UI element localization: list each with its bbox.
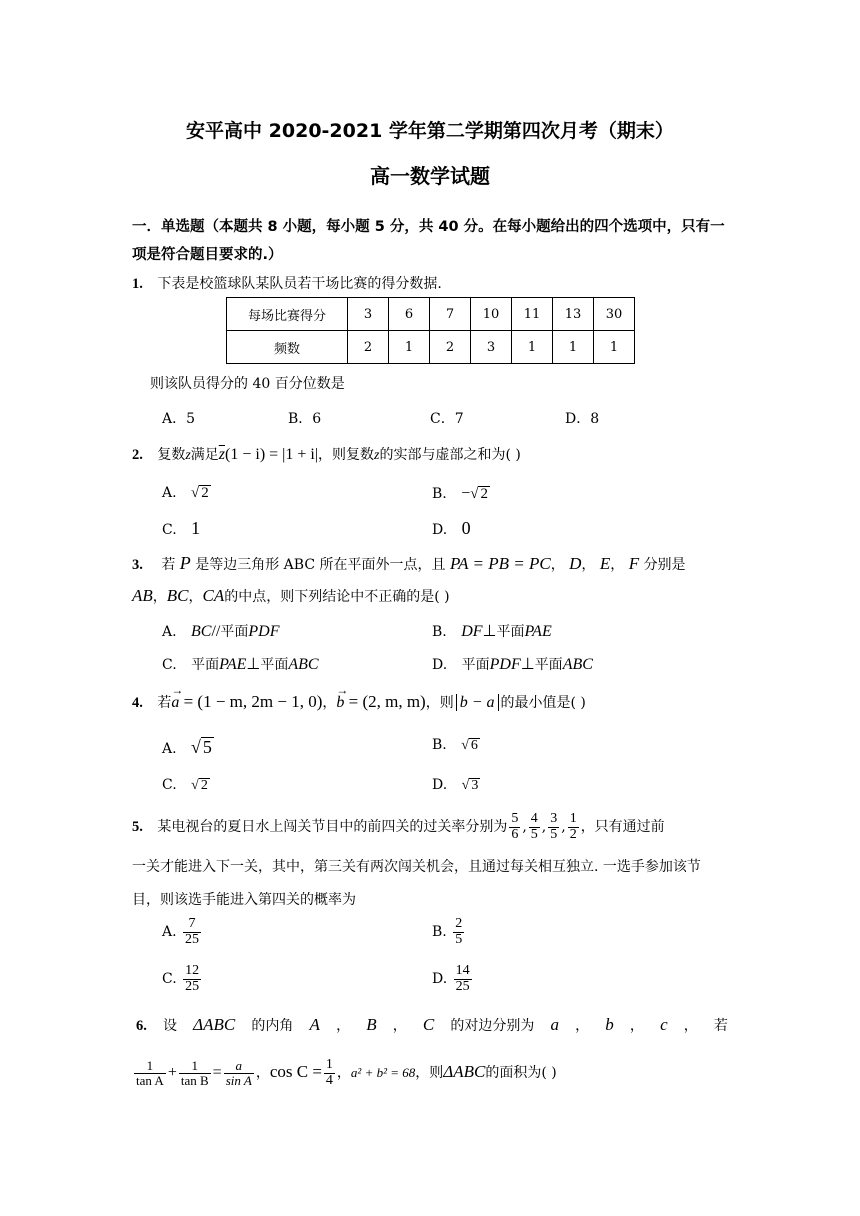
fraction (183, 917, 201, 947)
question-text: 下表是校篮球队某队员若干场比赛的得分数据. (157, 276, 442, 292)
option-label: B. (432, 486, 447, 502)
punct: ， (550, 557, 565, 573)
question-number: 6. (136, 1018, 147, 1034)
option-b (432, 917, 466, 947)
denominator: 5 (455, 931, 463, 947)
math-expression: PA = PB = PC (449, 554, 551, 573)
question-text: 某电视台的夏日水上闯关节目中的前四关的过关率分别为 (157, 819, 508, 836)
math-var: F (628, 554, 640, 573)
math-var: P (179, 553, 191, 573)
option-label: A. (162, 485, 177, 501)
math-symbol: // (211, 623, 221, 640)
table-cell: 6 (389, 298, 430, 331)
denominator: 5 (530, 826, 538, 842)
denominator: 2 (569, 826, 577, 842)
question-5-stem-line2: 一关才能进入下一关，其中，第三关有两次闯关机会，且通过每关相互独立. 一选手参加该节 (132, 859, 701, 875)
table-row (227, 331, 635, 364)
punct: ， (610, 557, 625, 573)
sqrt-expression: √ 5 (191, 737, 212, 757)
math-var: PDF (489, 656, 521, 673)
fraction (224, 1059, 254, 1087)
table-cell: 7 (430, 298, 471, 331)
question-4-stem (132, 683, 586, 712)
fraction (324, 1058, 335, 1088)
table-cell: 3 (471, 331, 512, 364)
math-var: $\overline{z}$ (218, 446, 226, 463)
fraction (134, 1059, 166, 1087)
denominator: 25 (185, 978, 200, 994)
option-a: A．5 (162, 411, 196, 427)
math-var: A (309, 1015, 320, 1034)
question-1-stem (132, 273, 442, 293)
table-cell: 10 (471, 298, 512, 331)
fraction (568, 812, 579, 842)
score-table (226, 297, 635, 364)
option-label: A. (162, 924, 177, 941)
math-symbol: ⊥ (246, 656, 261, 673)
table-cell: 1 (389, 331, 430, 364)
question-3-stem-line2 (132, 586, 450, 606)
numerator: 14 (455, 963, 470, 978)
option-a (162, 737, 214, 758)
question-text: 平面 (191, 657, 220, 673)
denominator: 6 (511, 826, 519, 842)
vector-arrow-icon: → (171, 683, 184, 697)
question-3-stem-line1 (132, 553, 686, 574)
norm-expression: b − a (456, 694, 499, 711)
option-label: D. (432, 777, 448, 793)
numerator: 2 (455, 916, 463, 931)
math-var: a (171, 694, 180, 711)
punct: ， (188, 589, 203, 605)
option-value: 0 (461, 518, 471, 538)
question-text: 的实部与虚部之和为( ) (379, 447, 521, 463)
question-number: 3. (132, 557, 143, 573)
math-var: B (366, 1015, 377, 1034)
sqrt-expression: √ 2 (191, 778, 208, 793)
math-var: ΔABC (443, 1062, 486, 1082)
question-text: 若 (713, 1018, 728, 1034)
math-var: BC (166, 586, 189, 605)
question-text: 的内角 (251, 1018, 294, 1034)
denominator: 25 (455, 978, 470, 994)
option-b (432, 737, 480, 754)
option-a (162, 485, 211, 502)
denominator: tan B (180, 1072, 209, 1088)
question-text: 平面 (534, 657, 563, 673)
math-var: AB (132, 586, 153, 605)
question-text: 设 (163, 1018, 178, 1034)
denominator: 4 (325, 1072, 333, 1088)
radicand: 2 (480, 486, 488, 502)
sqrt-expression: √ 6 (461, 738, 478, 753)
math-expression: (1 − i) = |1 + i| (225, 446, 319, 463)
vector-arrow-icon: → (336, 683, 349, 697)
math-var: C (422, 1015, 435, 1034)
option-label: C. (162, 971, 177, 988)
option-label: B. (432, 737, 447, 753)
fraction (179, 1059, 211, 1087)
math-var: a (550, 1015, 559, 1034)
question-text: 平面 (496, 624, 525, 640)
radicand: 2 (201, 485, 209, 501)
punct: ， (581, 557, 596, 573)
math-symbol: = (212, 1064, 222, 1082)
question-text: 平面 (260, 657, 289, 673)
math-expression: = (2, m, m) (344, 692, 426, 711)
question-6-stem-line1: 6. 设 ΔABC 的内角 A ， B ， C 的对边分别为 a ， b ， c ， 若 (136, 1015, 728, 1034)
option-b: B．6 (288, 411, 322, 427)
option-c (162, 518, 200, 539)
numerator: 5 (511, 811, 519, 826)
question-text: 平面 (461, 657, 490, 673)
fraction (509, 812, 520, 842)
vector-b (336, 683, 349, 711)
punct: ， (322, 695, 337, 711)
option-label: A. (162, 624, 177, 640)
question-text: ，则复数 (318, 447, 375, 463)
option-label: C. (162, 777, 177, 793)
denominator: sin A (225, 1072, 252, 1088)
math-var: b (336, 694, 345, 711)
question-number: 4. (132, 695, 143, 711)
question-text: 的最小值是( ) (500, 695, 586, 711)
math-var: PAE (524, 623, 552, 640)
math-expression: = (1 − m, 2m − 1, 0) (179, 692, 323, 711)
vector-a (171, 683, 184, 711)
math-symbol: ⊥ (520, 656, 535, 673)
radicand: 5 (202, 737, 212, 757)
option-d (432, 518, 471, 539)
exam-title: 安平高中 2020-2021 学年第二学期第四次月考（期末） (186, 120, 674, 142)
math-var: CA (202, 586, 225, 605)
option-label: A. (162, 741, 177, 757)
math-var: b (605, 1015, 614, 1034)
fraction (529, 812, 540, 842)
table-cell: 1 (553, 331, 594, 364)
option-label: C. (162, 522, 177, 538)
sqrt-expression: √ 3 (461, 778, 479, 793)
option-label: D. (432, 657, 448, 673)
math-var: ΔABC (193, 1015, 236, 1034)
option-b (432, 485, 490, 503)
option-d (432, 964, 474, 994)
math-var: ABC (288, 656, 319, 673)
option-a (162, 917, 203, 947)
option-label: D. (432, 522, 448, 538)
table-cell: 30 (594, 298, 635, 331)
punct: ， (152, 589, 167, 605)
numerator: 1 (179, 1059, 211, 1074)
question-2-stem (132, 444, 521, 464)
math-var: c (660, 1015, 668, 1034)
option-label: C. (162, 657, 177, 673)
question-text: 若 (161, 557, 176, 573)
question-text: ，只有通过前 (580, 819, 665, 836)
table-header-frequency: 频数 (227, 331, 348, 364)
question-text: 是等边三角形 ABC 所在平面外一点，且 (195, 557, 446, 573)
fraction (183, 964, 201, 994)
table-cell: 2 (348, 331, 389, 364)
denominator: 25 (185, 931, 200, 947)
question-text: 的对边分别为 (450, 1018, 535, 1034)
table-cell: 1 (594, 331, 635, 364)
question-text: 若 (157, 695, 172, 711)
option-label: B. (432, 624, 447, 640)
option-label: D. (432, 971, 448, 988)
math-var: ABC (562, 656, 593, 673)
question-text: 平面 (220, 624, 249, 640)
math-var: DF (461, 623, 483, 640)
question-1-ask: 则该队员得分的 40 百分位数是 (150, 376, 345, 392)
radicand: 2 (200, 778, 208, 793)
fraction (454, 964, 472, 994)
numerator: 7 (183, 917, 201, 933)
numerator: 4 (530, 811, 538, 826)
option-a (162, 621, 279, 641)
denominator: 5 (550, 826, 558, 842)
table-row (227, 298, 635, 331)
section-heading-line1: 一．单选题（本题共 8 小题，每小题 5 分，共 40 分。在每小题给出的四个选项中，只有一 (132, 219, 725, 235)
math-symbol: ⊥ (482, 623, 497, 640)
question-text: 的中点，则下列结论中不正确的是( ) (224, 589, 450, 605)
question-6-stem-line2: $\frac{1}{\text{tan A}}$ + $\frac{1}{\text{tan B}}$ = $\frac{a}{\text{sin A}}$ ，cos C = $\frac{1}{4}$ ，a² + b² = 68，则ΔABC的面积为( ) (136, 1057, 557, 1088)
question-number: 2. (132, 447, 143, 463)
numerator: 1 (325, 1057, 333, 1072)
math-var: BC (191, 623, 212, 640)
option-d: D．8 (565, 411, 600, 427)
math-symbol: + (167, 1064, 177, 1082)
question-text: 分别是 (643, 557, 686, 573)
radicand: 3 (471, 778, 479, 793)
numerator: 1 (569, 811, 577, 826)
fraction (453, 917, 464, 947)
math-var: z (374, 448, 380, 463)
option-b (432, 621, 552, 641)
denominator: tan A (136, 1072, 164, 1088)
option-c (162, 777, 210, 794)
table-cell: 2 (430, 331, 471, 364)
option-d (432, 777, 480, 794)
numerator: a (224, 1059, 254, 1074)
option-label: B. (432, 924, 447, 941)
question-number: 5. (132, 819, 143, 836)
question-text: ，则 (415, 1065, 444, 1082)
option-value: 1 (191, 518, 201, 538)
minus-sign: − (461, 485, 471, 502)
sqrt-expression: √ 2 (191, 485, 209, 501)
math-expression: a² + b² = 68 (350, 1065, 416, 1081)
table-cell: 13 (553, 298, 594, 331)
table-header-score: 每场比赛得分 (227, 298, 348, 331)
numerator: 12 (185, 963, 200, 978)
numerator: 3 (550, 811, 558, 826)
math-var: PAE (219, 656, 247, 673)
table-cell: 3 (348, 298, 389, 331)
math-expression: cos C = (269, 1062, 322, 1082)
radicand: 6 (470, 738, 478, 753)
math-var: E (599, 554, 611, 573)
math-var: PDF (248, 623, 280, 640)
option-c: C．7 (430, 411, 464, 427)
question-text: 复数 (157, 447, 186, 463)
question-text: 的面积为( ) (485, 1065, 557, 1082)
exam-subtitle: 高一数学试题 (370, 164, 490, 188)
question-number: 1. (132, 276, 143, 292)
section-heading-line2: 项是符合题目要求的.） (132, 247, 283, 263)
question-5-stem-line3: 目，则该选手能进入第四关的概率为 (132, 892, 356, 908)
table-cell: 11 (512, 298, 553, 331)
table-cell: 1 (512, 331, 553, 364)
option-c (162, 964, 203, 994)
fraction (548, 812, 559, 842)
question-5-stem-line1: 5. 某电视台的夏日水上闯关节目中的前四关的过关率分别为 $\frac{5}{6}$ , $\frac{4}{5}$ , $\frac{3}{5}$ , $\frac{1}{2}$ ，只有通过前 (132, 811, 665, 842)
numerator: 1 (134, 1059, 166, 1074)
question-text: 满足 (190, 447, 219, 463)
question-text: ，则 (425, 695, 454, 711)
sqrt-expression: √ 2 (470, 486, 488, 502)
math-var: D (569, 554, 582, 573)
option-c (162, 654, 319, 674)
math-var: z (185, 448, 191, 463)
option-d (432, 654, 593, 674)
